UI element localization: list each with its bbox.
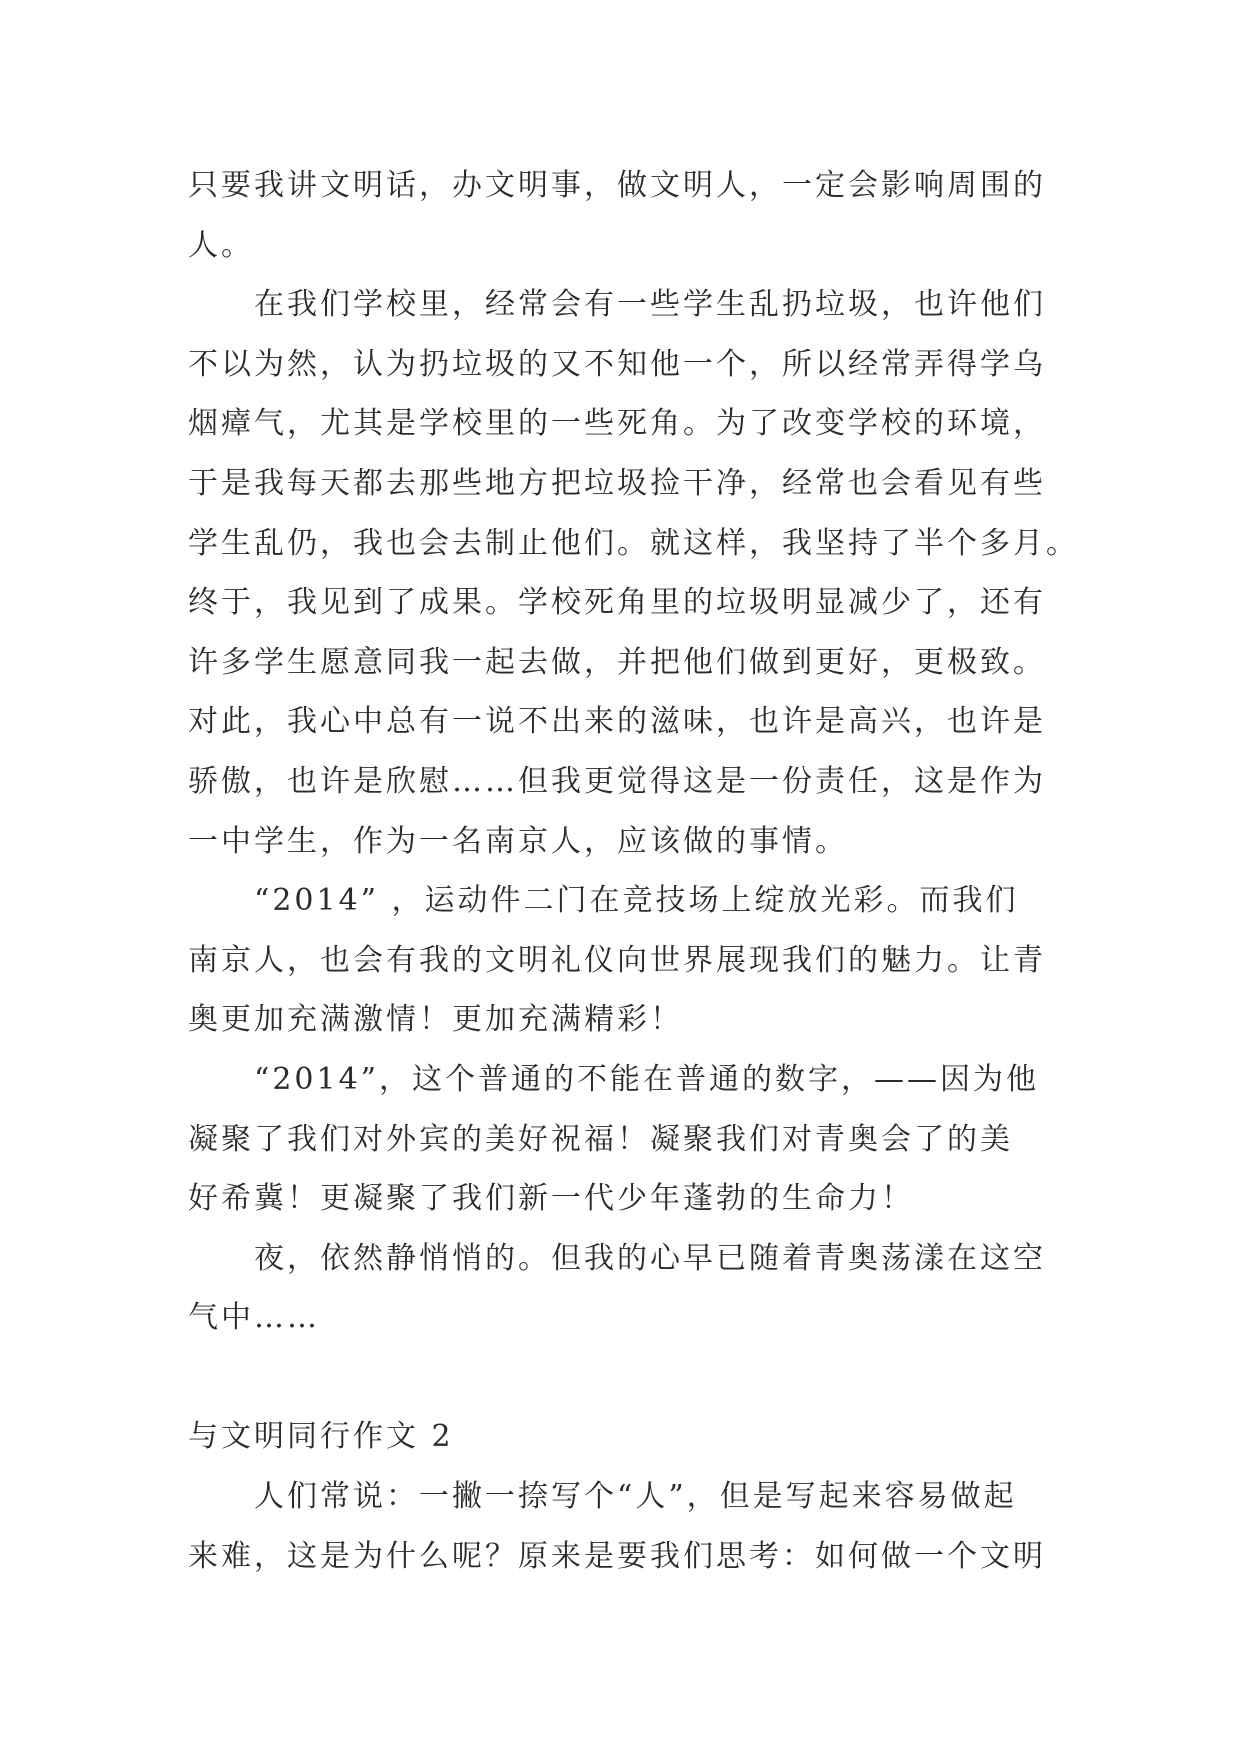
section-paragraphs	[188, 1467, 1068, 1586]
text-line: 于是我每天都去那些地方把垃圾捡干净，经常也会看见有些	[188, 465, 1046, 501]
text-line: 奥更加充满激情！更加充满精彩！	[188, 1002, 683, 1038]
text-line: 烟瘴气，尤其是学校里的一些死角。为了改变学校的环境，	[188, 406, 1046, 442]
text-line: 来难，这是为什么呢？原来是要我们思考：如何做一个文明	[188, 1538, 1046, 1574]
section-spacer	[188, 1348, 1068, 1408]
section-title: 与文明同行作文 2	[188, 1419, 454, 1455]
text-line: 气中……	[188, 1300, 320, 1336]
text-line: 人们常说：一撇一捺写个“人”，但是写起来容易做起	[254, 1479, 1017, 1515]
text-line: 骄傲，也许是欣慰……但我更觉得这是一份责任，这是作为	[188, 763, 1046, 799]
text-line: 终于，我见到了成果。学校死角里的垃圾明显减少了，还有	[188, 585, 1046, 621]
text-line: “2014”，这个普通的不能在普通的数字，——因为他	[254, 1061, 1040, 1097]
text-line: 夜，依然静悄悄的。但我的心早已随着青奥荡漾在这空	[254, 1240, 1046, 1276]
text-line: 学生乱仍，我也会去制止他们。就这样，我坚持了半个多月。	[188, 525, 1079, 561]
text-line: 对此，我心中总有一说不出来的滋味，也许是高兴，也许是	[188, 704, 1046, 740]
text-line: 在我们学校里，经常会有一些学生乱扔垃圾，也许他们	[254, 287, 1046, 323]
text-line: 凝聚了我们对外宾的美好祝福！凝聚我们对青奥会了的美	[188, 1121, 1013, 1157]
text-line: 一中学生，作为一名南京人，应该做的事情。	[188, 823, 848, 859]
text-line: 南京人，也会有我的文明礼仪向世界展现我们的魅力。让青	[188, 942, 1046, 978]
essay-paragraphs	[188, 156, 1079, 1348]
text-line: 许多学生愿意同我一起去做，并把他们做到更好，更极致。	[188, 644, 1046, 680]
text-line: “2014” ，运动件二门在竞技场上绽放光彩。而我们	[254, 883, 1019, 919]
text-line: 好希冀！更凝聚了我们新一代少年蓬勃的生命力！	[188, 1181, 914, 1217]
text-line: 不以为然，认为扔垃圾的又不知他一个，所以经常弄得学乌	[188, 346, 1046, 382]
text-line: 只要我讲文明话，办文明事，做文明人，一定会影响周围的	[188, 168, 1046, 203]
essay-body	[188, 156, 1079, 1586]
text-line: 人。	[188, 227, 254, 263]
